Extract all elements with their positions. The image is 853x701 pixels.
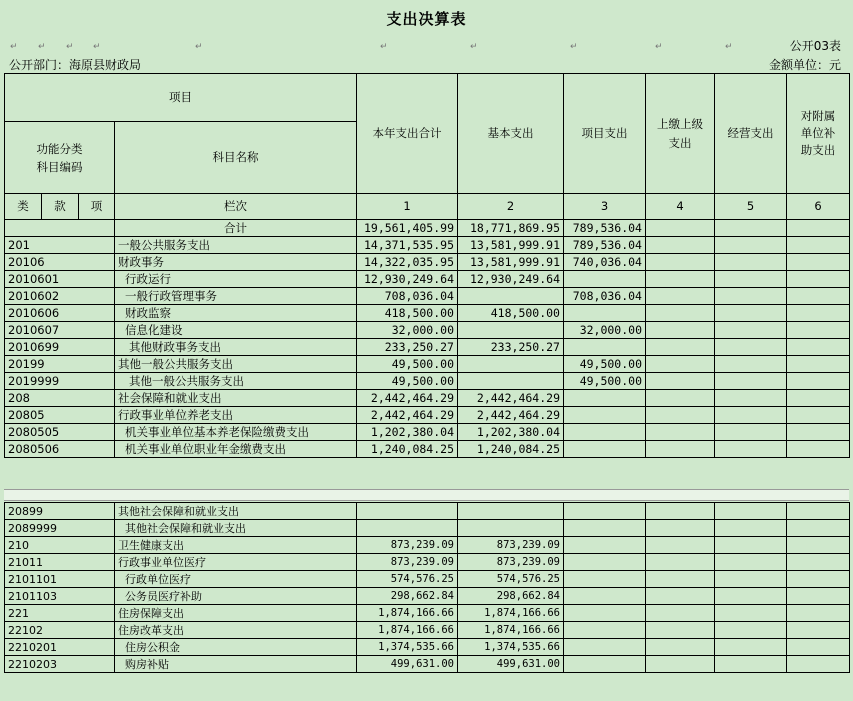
- empty-cell: [646, 520, 715, 537]
- col-num: 3: [564, 194, 646, 220]
- empty-cell: [715, 588, 787, 605]
- empty-cell: [715, 520, 787, 537]
- amount-total: 1,874,166.66: [357, 622, 458, 639]
- empty-cell: [715, 271, 787, 288]
- amount-basic: 418,500.00: [458, 305, 564, 322]
- amount-basic: 13,581,999.91: [458, 237, 564, 254]
- subject-code: 2019999: [5, 373, 115, 390]
- col-num: 2: [458, 194, 564, 220]
- subject-name: 住房公积金: [115, 639, 357, 656]
- amount-total: 418,500.00: [357, 305, 458, 322]
- empty-cell: [646, 537, 715, 554]
- empty-cell: [787, 520, 850, 537]
- empty-cell: [787, 356, 850, 373]
- amount-total: [357, 503, 458, 520]
- table-row: [5, 554, 850, 571]
- empty-cell: [787, 407, 850, 424]
- amount-basic: [458, 322, 564, 339]
- amount-basic: [458, 356, 564, 373]
- empty-cell: [715, 356, 787, 373]
- amount-project: [564, 503, 646, 520]
- amount-basic: 574,576.25: [458, 571, 564, 588]
- amount-total: 233,250.27: [357, 339, 458, 356]
- subsidy-header: 对附属 单位补 助支出: [787, 74, 850, 194]
- empty-cell: [715, 441, 787, 458]
- subject-code: 20199: [5, 356, 115, 373]
- table-row: [5, 356, 850, 373]
- subject-name-header: 科目名称: [115, 122, 357, 194]
- empty-cell: [715, 639, 787, 656]
- subject-code: 2010699: [5, 339, 115, 356]
- empty-cell: [787, 390, 850, 407]
- empty-cell: [787, 554, 850, 571]
- amount-project: [564, 424, 646, 441]
- empty-cell: [787, 288, 850, 305]
- xiang-header: 项: [79, 194, 115, 220]
- empty-cell: [646, 588, 715, 605]
- amount-total: 1,240,084.25: [357, 441, 458, 458]
- empty-cell: [787, 322, 850, 339]
- amount-basic: 2,442,464.29: [458, 390, 564, 407]
- amount-total: 1,374,535.66: [357, 639, 458, 656]
- amount-project: 49,500.00: [564, 373, 646, 390]
- table-row: [5, 322, 850, 339]
- subject-name: 卫生健康支出: [115, 537, 357, 554]
- amount-basic: 2,442,464.29: [458, 407, 564, 424]
- subject-code: 2210203: [5, 656, 115, 673]
- empty-cell: [646, 322, 715, 339]
- subject-name: 其他一般公共服务支出: [115, 373, 357, 390]
- empty-cell: [715, 305, 787, 322]
- empty-cell: [646, 271, 715, 288]
- empty-cell: [715, 254, 787, 271]
- amount-total: 14,322,035.95: [357, 254, 458, 271]
- amount-basic: 499,631.00: [458, 656, 564, 673]
- amount-project: 32,000.00: [564, 322, 646, 339]
- amount-basic: 873,239.09: [458, 537, 564, 554]
- empty-cell: [787, 305, 850, 322]
- empty-cell: [715, 424, 787, 441]
- subject-name: 住房改革支出: [115, 622, 357, 639]
- subject-name: 行政事业单位医疗: [115, 554, 357, 571]
- col-num: 1: [357, 194, 458, 220]
- empty-cell: [646, 503, 715, 520]
- subject-name: 信息化建设: [115, 322, 357, 339]
- amount-basic: 298,662.84: [458, 588, 564, 605]
- col-num: 5: [715, 194, 787, 220]
- table-row: [5, 407, 850, 424]
- subject-code: 2080505: [5, 424, 115, 441]
- amount-project: [564, 390, 646, 407]
- empty-cell: [646, 639, 715, 656]
- subject-name: 其他一般公共服务支出: [115, 356, 357, 373]
- amount-total: 12,930,249.64: [357, 271, 458, 288]
- empty-cell: [787, 271, 850, 288]
- empty-cell: [787, 622, 850, 639]
- amount-project: [564, 622, 646, 639]
- amount-project: 740,036.04: [564, 254, 646, 271]
- amount-basic: 233,250.27: [458, 339, 564, 356]
- page-title: 支出决算表: [386, 10, 467, 28]
- subject-name: 财政事务: [115, 254, 357, 271]
- table-row: [5, 254, 850, 271]
- amount-project: [564, 588, 646, 605]
- subject-code: 20106: [5, 254, 115, 271]
- empty-cell: [715, 537, 787, 554]
- amount-total: 1,874,166.66: [357, 605, 458, 622]
- empty-cell: [646, 373, 715, 390]
- column-no-header: 栏次: [115, 194, 357, 220]
- amount-total: 1,202,380.04: [357, 424, 458, 441]
- total-row-label: 合计: [115, 220, 357, 237]
- amount-basic: [458, 503, 564, 520]
- amount-total: 873,239.09: [357, 554, 458, 571]
- amount-basic: [458, 520, 564, 537]
- amount-total: [357, 520, 458, 537]
- table-row: [5, 537, 850, 554]
- table-row: [5, 339, 850, 356]
- amount-total: 574,576.25: [357, 571, 458, 588]
- empty-cell: [787, 656, 850, 673]
- business-header: 经营支出: [715, 74, 787, 194]
- empty-cell: [787, 339, 850, 356]
- empty-cell: [646, 254, 715, 271]
- project-exp-header: 项目支出: [564, 74, 646, 194]
- subject-name: 其他社会保障和就业支出: [115, 520, 357, 537]
- subject-name: 财政监察: [115, 305, 357, 322]
- basic-header: 基本支出: [458, 74, 564, 194]
- amount-basic: [458, 288, 564, 305]
- table-row: [5, 441, 850, 458]
- empty-cell: [646, 237, 715, 254]
- amount-basic: 1,202,380.04: [458, 424, 564, 441]
- lei-header: 类: [5, 194, 42, 220]
- amount-project: 49,500.00: [564, 356, 646, 373]
- table-row: [5, 622, 850, 639]
- table-row: [5, 639, 850, 656]
- amount-project: [564, 441, 646, 458]
- empty-cell: [787, 373, 850, 390]
- amount-basic: 1,374,535.66: [458, 639, 564, 656]
- empty-cell: [646, 407, 715, 424]
- table-row: [5, 656, 850, 673]
- table-row: [5, 424, 850, 441]
- subject-code: 2101101: [5, 571, 115, 588]
- amount-project: [564, 571, 646, 588]
- subject-code: 2089999: [5, 520, 115, 537]
- amount-basic: 1,874,166.66: [458, 605, 564, 622]
- empty-cell: [646, 656, 715, 673]
- empty-cell: [787, 639, 850, 656]
- kuan-header: 款: [42, 194, 79, 220]
- amount-total: 708,036.04: [357, 288, 458, 305]
- empty-cell: [787, 254, 850, 271]
- amount-total: 499,631.00: [357, 656, 458, 673]
- empty-cell: [715, 237, 787, 254]
- amount-project: 708,036.04: [564, 288, 646, 305]
- expenditure-table: [4, 73, 850, 458]
- empty-cell: [646, 356, 715, 373]
- subject-code: 2210201: [5, 639, 115, 656]
- upper-header: 上缴上级 支出: [646, 74, 715, 194]
- amount-project: [564, 656, 646, 673]
- subject-name: 机关事业单位基本养老保险缴费支出: [115, 424, 357, 441]
- empty-cell: [715, 373, 787, 390]
- amount-basic: 1,874,166.66: [458, 622, 564, 639]
- subject-code: 2010601: [5, 271, 115, 288]
- empty-cell: [646, 622, 715, 639]
- empty-cell: [715, 605, 787, 622]
- amount-project: [564, 639, 646, 656]
- amount-total: 32,000.00: [357, 322, 458, 339]
- empty-cell: [715, 571, 787, 588]
- amount-basic: 1,240,084.25: [458, 441, 564, 458]
- empty-cell: [646, 424, 715, 441]
- empty-cell: [646, 288, 715, 305]
- subject-code: 2010602: [5, 288, 115, 305]
- subject-code: 201: [5, 237, 115, 254]
- col-num: 4: [646, 194, 715, 220]
- subject-code: 21011: [5, 554, 115, 571]
- amount-project: [564, 537, 646, 554]
- subject-code: 208: [5, 390, 115, 407]
- subject-code: 20805: [5, 407, 115, 424]
- subject-code: 221: [5, 605, 115, 622]
- subject-name: 其他社会保障和就业支出: [115, 503, 357, 520]
- amount-basic: [458, 373, 564, 390]
- amount-project: [564, 339, 646, 356]
- subject-name: 公务员医疗补助: [115, 588, 357, 605]
- table-row: [5, 237, 850, 254]
- department-label: 公开部门：海原县财政局: [9, 58, 142, 72]
- subject-code: 22102: [5, 622, 115, 639]
- subject-name: 机关事业单位职业年金缴费支出: [115, 441, 357, 458]
- amount-project: [564, 605, 646, 622]
- empty-cell: [646, 339, 715, 356]
- empty-cell: [646, 605, 715, 622]
- amount-project: [564, 407, 646, 424]
- empty-cell: [787, 537, 850, 554]
- table-row: [5, 571, 850, 588]
- empty-cell: [646, 390, 715, 407]
- subject-name: 行政运行: [115, 271, 357, 288]
- amount-project: [564, 271, 646, 288]
- subject-code: 2010606: [5, 305, 115, 322]
- subject-code: 2101103: [5, 588, 115, 605]
- table-row: [5, 373, 850, 390]
- total-row-total: 19,561,405.99: [357, 220, 458, 237]
- col-num: 6: [787, 194, 850, 220]
- table-row: [5, 503, 850, 520]
- empty-cell: [787, 441, 850, 458]
- empty-cell: [787, 605, 850, 622]
- empty-cell: [787, 588, 850, 605]
- amount-total: 298,662.84: [357, 588, 458, 605]
- total-row-project: 789,536.04: [564, 220, 646, 237]
- empty-cell: [787, 503, 850, 520]
- table-row: [5, 605, 850, 622]
- empty-cell: [715, 554, 787, 571]
- subject-code: 210: [5, 537, 115, 554]
- subject-name: 行政单位医疗: [115, 571, 357, 588]
- amount-total: 14,371,535.95: [357, 237, 458, 254]
- amount-project: [564, 520, 646, 537]
- empty-cell: [715, 322, 787, 339]
- expenditure-table-continued: [4, 502, 850, 673]
- table-row: [5, 305, 850, 322]
- project-header: 项目: [5, 74, 357, 122]
- amount-total: 49,500.00: [357, 373, 458, 390]
- empty-cell: [787, 237, 850, 254]
- table-row: [5, 390, 850, 407]
- subject-name: 其他财政事务支出: [115, 339, 357, 356]
- form-code: 公开03表: [789, 39, 841, 53]
- total-header: 本年支出合计: [357, 74, 458, 194]
- subject-code: 2010607: [5, 322, 115, 339]
- empty-cell: [646, 441, 715, 458]
- unit-label: 金额单位：元: [768, 58, 841, 72]
- page-break: [4, 489, 849, 501]
- empty-cell: [715, 288, 787, 305]
- empty-cell: [787, 571, 850, 588]
- empty-cell: [787, 424, 850, 441]
- empty-cell: [646, 571, 715, 588]
- table-row: [5, 288, 850, 305]
- amount-basic: 12,930,249.64: [458, 271, 564, 288]
- amount-total: 2,442,464.29: [357, 407, 458, 424]
- subject-name: 一般公共服务支出: [115, 237, 357, 254]
- subject-code: 2080506: [5, 441, 115, 458]
- empty-cell: [715, 407, 787, 424]
- empty-cell: [715, 656, 787, 673]
- subject-name: 社会保障和就业支出: [115, 390, 357, 407]
- amount-total: 49,500.00: [357, 356, 458, 373]
- empty-cell: [715, 622, 787, 639]
- total-row-basic: 18,771,869.95: [458, 220, 564, 237]
- amount-basic: 13,581,999.91: [458, 254, 564, 271]
- amount-total: 873,239.09: [357, 537, 458, 554]
- func-code-header: 功能分类 科目编码: [5, 122, 115, 194]
- subject-name: 一般行政管理事务: [115, 288, 357, 305]
- empty-cell: [715, 339, 787, 356]
- empty-cell: [646, 554, 715, 571]
- subject-name: 购房补贴: [115, 656, 357, 673]
- amount-total: 2,442,464.29: [357, 390, 458, 407]
- empty-cell: [715, 390, 787, 407]
- empty-cell: [646, 305, 715, 322]
- subject-name: 住房保障支出: [115, 605, 357, 622]
- table-row: [5, 520, 850, 537]
- amount-basic: 873,239.09: [458, 554, 564, 571]
- subject-name: 行政事业单位养老支出: [115, 407, 357, 424]
- subject-code: 20899: [5, 503, 115, 520]
- amount-project: 789,536.04: [564, 237, 646, 254]
- amount-project: [564, 554, 646, 571]
- table-row: [5, 588, 850, 605]
- amount-project: [564, 305, 646, 322]
- table-row: [5, 271, 850, 288]
- empty-cell: [715, 503, 787, 520]
